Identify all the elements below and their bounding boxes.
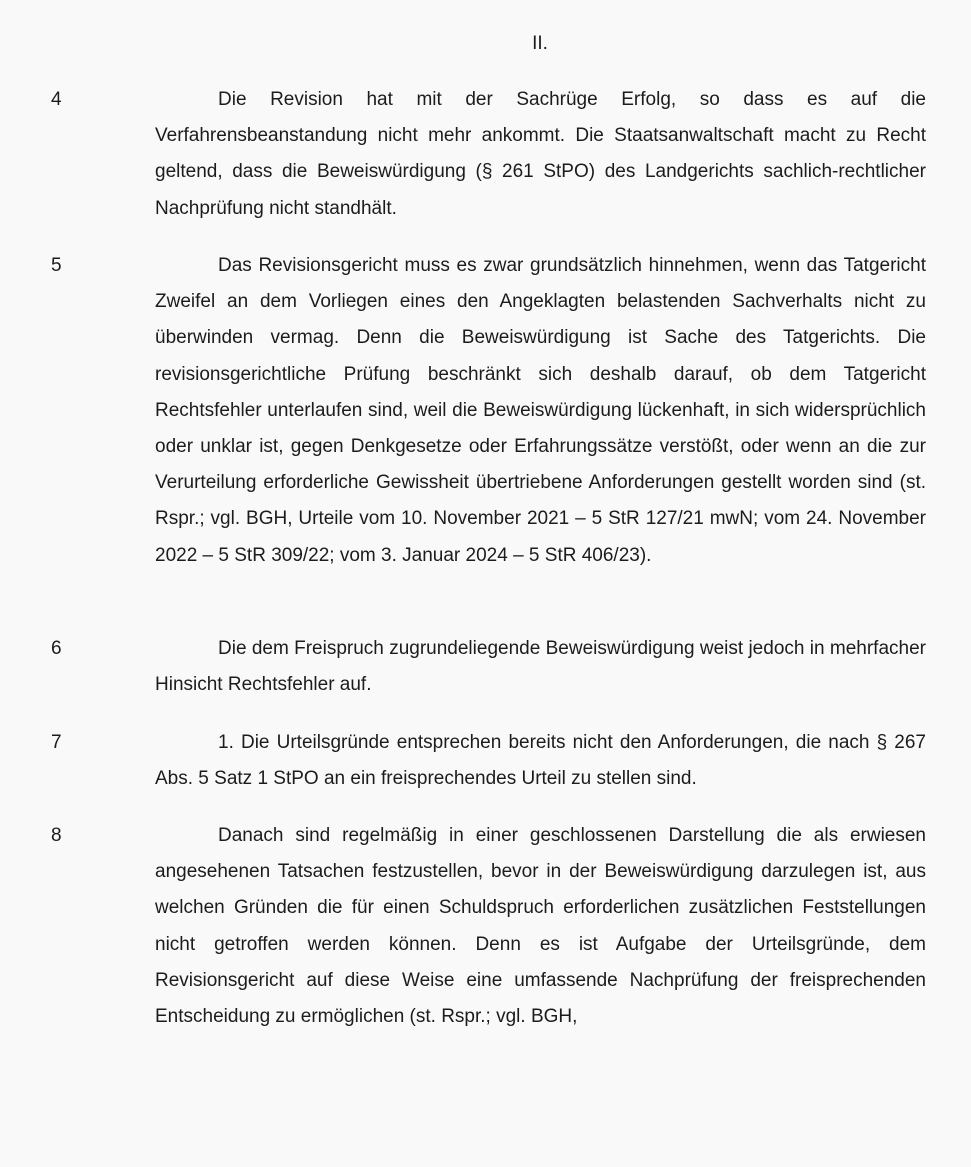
paragraph-body: Die Revision hat mit der Sachrüge Erfolg, so dass es auf die Verfahrensbeanstandung nicht mehr ankommt. Die Staatsanwaltschaft macht zu Recht geltend, dass die Beweiswürdigung (§ 261 StPO) des Landgerichts sachlich-rechtlicher Nachprüfung nicht standhält.	[155, 89, 926, 219]
paragraph-number: 7	[51, 732, 62, 753]
paragraph-text	[155, 82, 926, 227]
paragraph-body: Das Revisionsgericht muss es zwar grundsätzlich hinnehmen, wenn das Tatgericht Zweifel an dem Vorliegen eines den Angeklagten belastenden Sachverhalts nicht zu überwinden vermag. Denn die Beweiswürdigung ist Sache des Tatgerichts. Die revisionsgerichtliche Prüfung beschränkt sich deshalb darauf, ob dem Tatgericht Rechtsfehler unterlaufen sind, weil die Beweiswürdigung lückenhaft, in sich widersprüchlich oder unklar ist, gegen Denkgesetze oder Erfahrungssätze verstößt, oder wenn an die zur Verurteilung erforderliche Gewissheit übertriebene Anforderungen gestellt worden sind (st. Rspr.; vgl. BGH, Urteile vom 10. November 2021 – 5 StR 127/21 mwN; vom 24. November 2022 – 5 StR 309/22; vom 3. Januar 2024 – 5 StR 406/23).	[155, 255, 926, 566]
paragraph-number: 6	[51, 638, 62, 659]
paragraph-text	[155, 631, 926, 703]
paragraph-body: 1. Die Urteilsgründe entsprechen bereits nicht den Anforderungen, die nach § 267 Abs. 5 Satz 1 StPO an ein freisprechendes Urteil zu stellen sind.	[155, 732, 926, 790]
paragraph-number: 5	[51, 255, 62, 276]
paragraph-body: Die dem Freispruch zugrundeliegende Beweiswürdigung weist jedoch in mehrfacher Hinsicht Rechtsfehler auf.	[155, 638, 926, 696]
paragraph-text	[155, 818, 926, 1035]
paragraph-text	[155, 248, 926, 574]
paragraph-body: Danach sind regelmäßig in einer geschlossenen Darstellung die als erwiesen angesehenen Tatsachen festzustellen, bevor in der Beweiswürdigung darzulegen ist, aus welchen Gründen die für einen Schuldspruch erforderlichen zusätzlichen Feststellungen nicht getroffen werden können. Denn es ist Aufgabe der Urteilsgründe, dem Revisionsgericht auf diese Weise eine umfassende Nachprüfung der freisprechenden Entscheidung zu ermöglichen (st. Rspr.; vgl. BGH,	[155, 825, 926, 1028]
section-heading: II.	[532, 33, 548, 54]
paragraph-number: 8	[51, 825, 62, 846]
paragraph-number: 4	[51, 89, 62, 110]
paragraph-text	[155, 725, 926, 797]
